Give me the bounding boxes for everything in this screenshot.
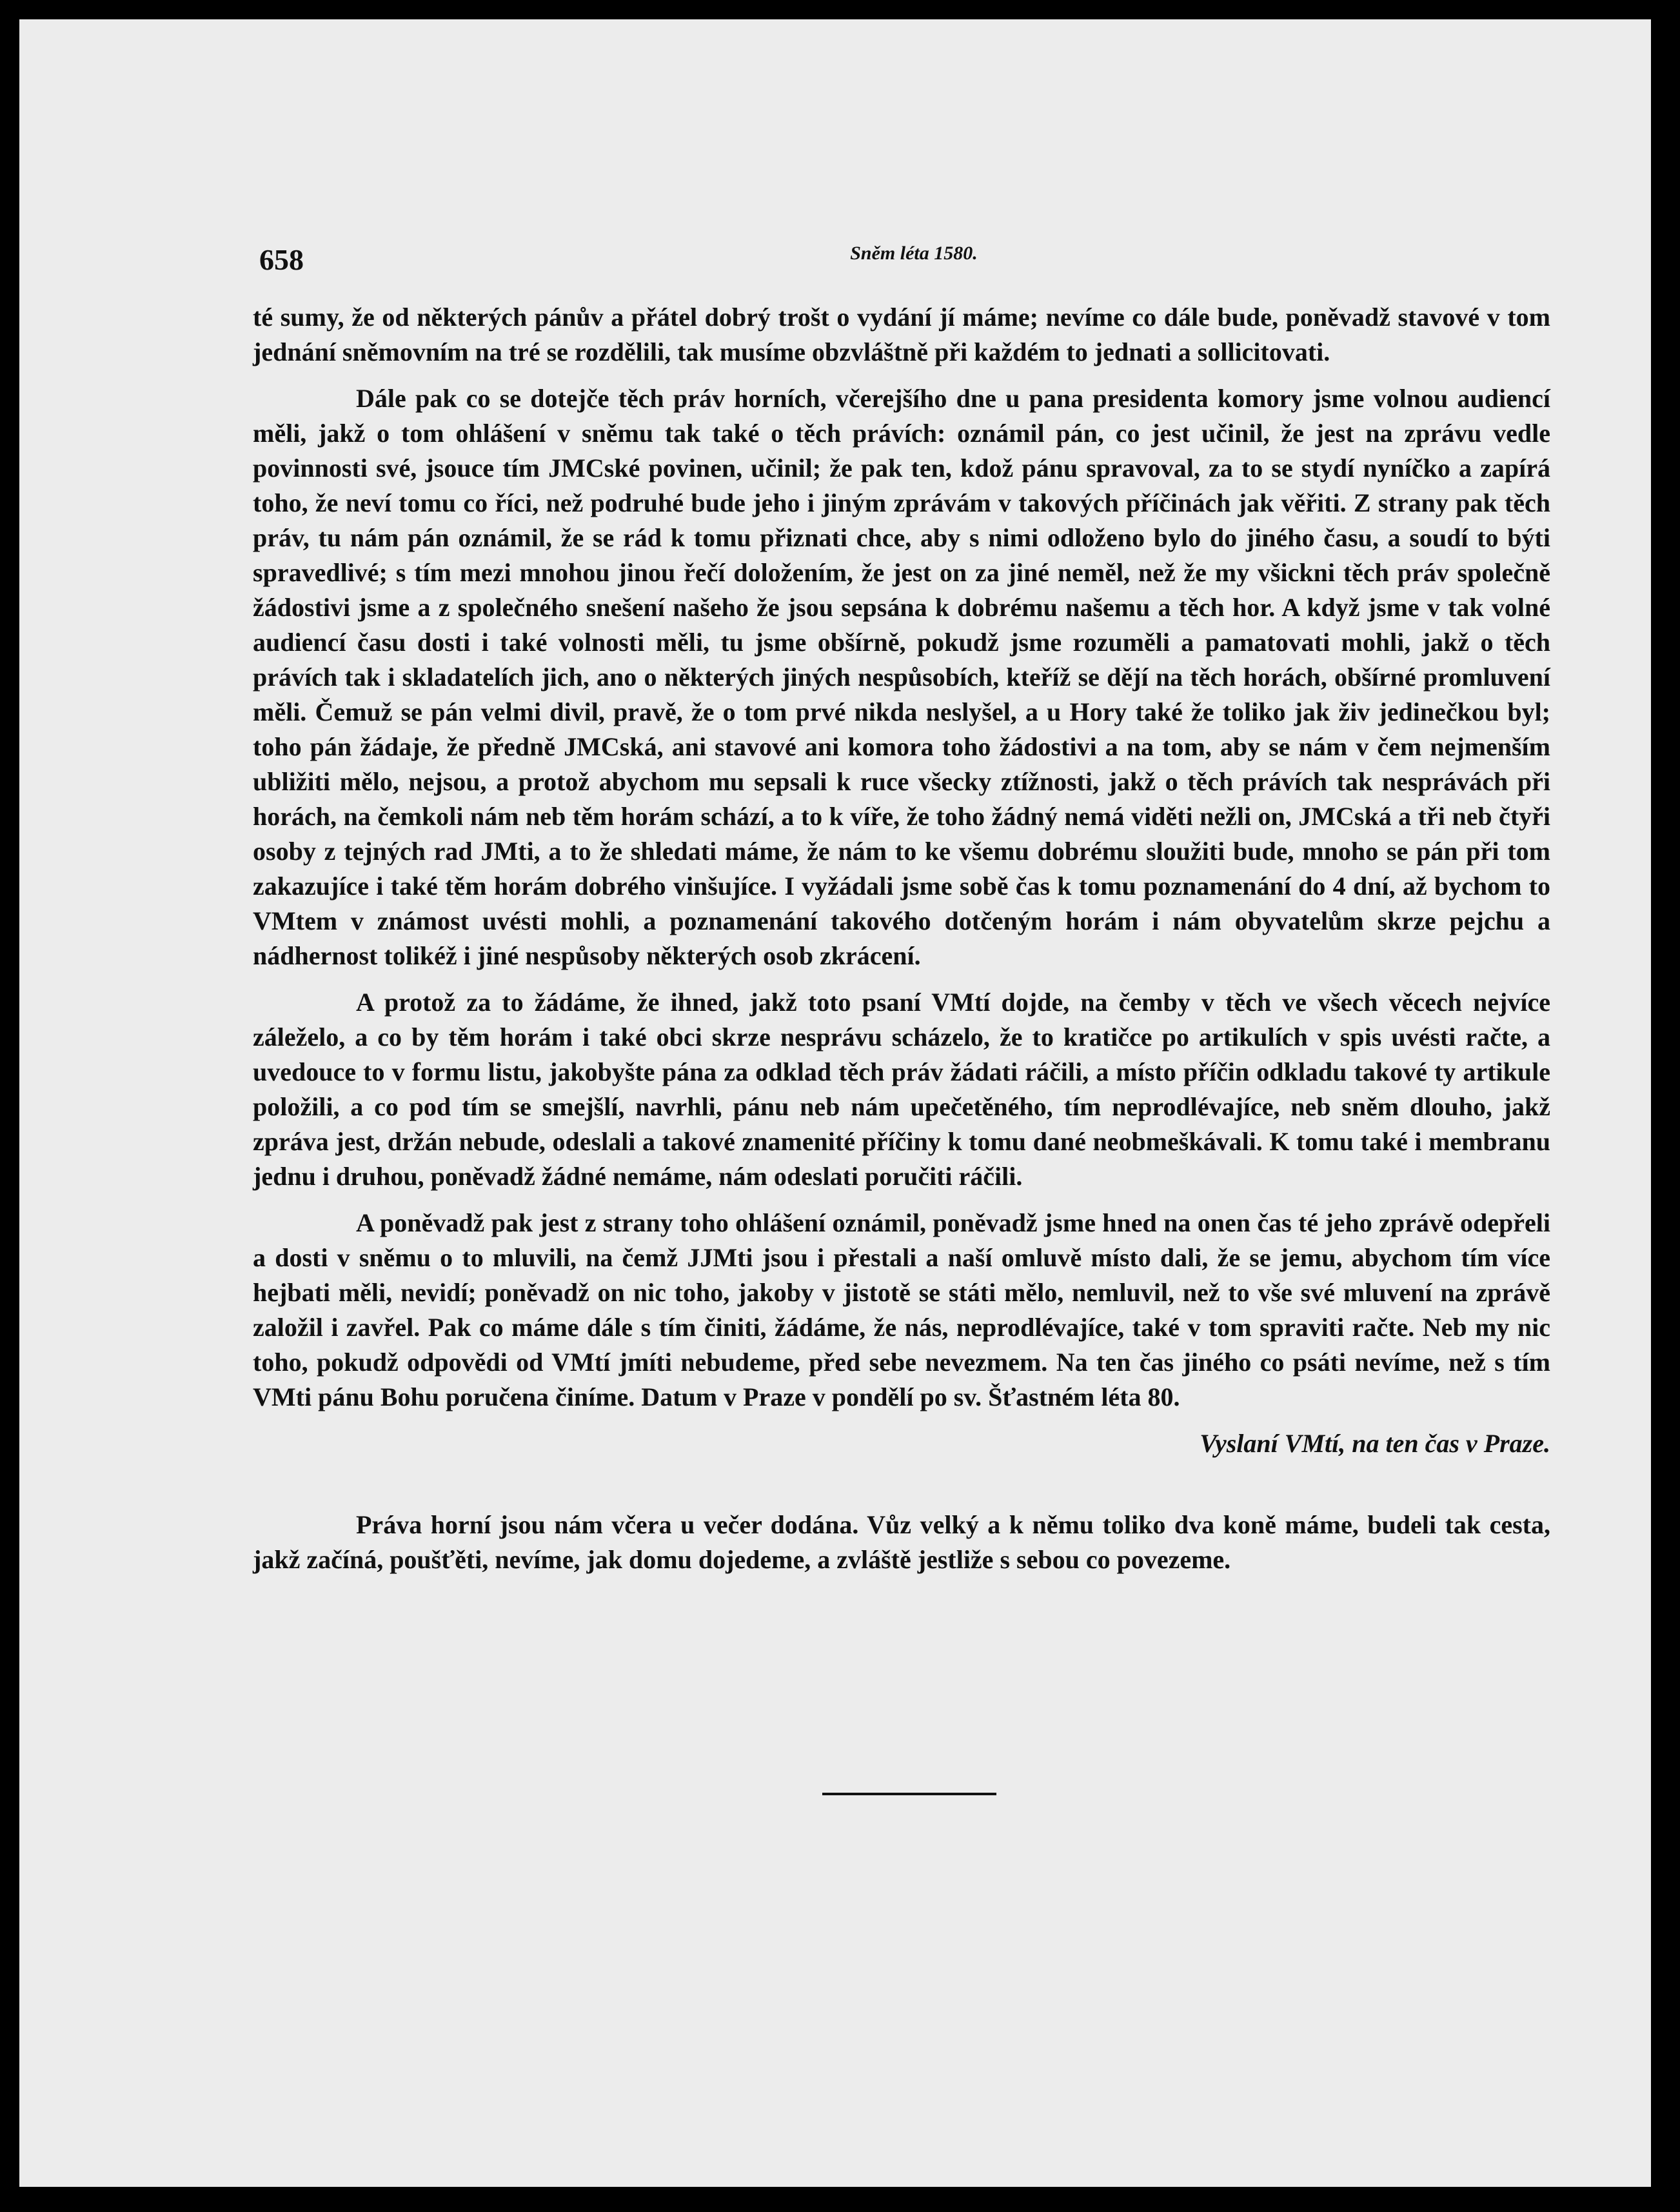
running-header (259, 239, 1568, 277)
running-title: Sněm léta 1580. (850, 243, 978, 264)
page-number: 658 (259, 243, 304, 276)
page-sheet (19, 19, 1651, 2187)
postscript-paragraph: Práva horní jsou nám včera u večer dodána. Vůz velký a k němu toliko dva koně máme, budeli tak cesta, jakž začíná, poušťěti, nevíme, jak domu dojedeme, a zvláště jestliže s sebou co povezeme. (253, 1510, 1550, 1574)
closing-rule (822, 1793, 996, 1795)
paragraph: Dále pak co se dotejče těch práv horních, včerejšího dne u pana presidenta komory jsme volnou audiencí měli, jakž o tom ohlášení v sněmu tak také o těch právích: oznámil pán, co jest učinil, že jest na zprávu vedle povinnosti své, jsouce tím JMCské povinen, učinil; že pak ten, kdož pánu spravoval, za to se stydí nyníčko a zapírá toho, že neví tomu co říci, než podruhé bude jeho i jiným zprávám v takových příčinách jak věřiti. Z strany pak těch práv, tu nám pán oznámil, že se rád k tomu přiznati chce, aby s nimi odloženo bylo do jiného času, a soudí to býti spravedlivé; s tím mezi mnohou jinou řečí doložením, že jest on za jiné neměl, než že my všickni těch práv společně žádostivi jsme a z společného snešení našeho že jsou sepsána k dobrému našemu a těch hor. A když jsme v tak volné audiencí času dosti i také volnosti měli, tu jsme obšírně, pokudž jsme rozuměli a pamatovati mohli, jakž o těch právích tak i skladatelích jich, ano o některých jiných nespůsobích, kteříž se dějí na těch horách, obšírné promluvení měli. Čemuž se pán velmi divil, pravě, že o tom prvé nikda neslyšel, a u Hory také že toliko jak živ jedinečkou byl; toho pán žádaje, že předně JMCská, ani stavové ani komora toho žádostivi a na tom, aby se nám v čem nejmenším ubližiti mělo, nejsou, a protož abychom mu sepsali k ruce všecky ztížnosti, jakž o těch právích tak nesprávách při horách, na čemkoli nám neb těm horám schází, a to k víře, že toho žádný nemá viděti nežli on, JMCská a tři neb čtyři osoby z tejných rad JMti, a to že shledati máme, že nám to ke všemu dobrému sloužiti bude, mnoho se pán při tom zakazujíce i také těm horám dobrého vinšujíce. I vyžádali jsme sobě čas k tomu poznamenání do 4 dní, až bychom to VMtem v známost uvésti mohli, a poznamenání takového dotčeným horám i nám obyvatelům skrze pejchu a nádhernost tolikéž i jiné nespůsoby některých osob zkrácení. (253, 384, 1550, 970)
paragraph: A protož za to žádáme, že ihned, jakž toto psaní VMtí dojde, na čemby v těch ve všech věcech nejvíce záleželo, a co by těm horám i také obci skrze nesprávu scházelo, že to kratičce po artikulích v spis uvésti račte, a uvedouce to v formu listu, jakobyšte pána za odklad těch práv žádati ráčili, a místo příčin odkladu takové ty artikule položili, a co pod tím se smejšlí, navrhli, pánu neb nám upečetěného, tím neprodlévajíce, neb sněm dlouho, jakž zpráva jest, držán nebude, odeslali a takové znamenité příčiny k tomu dané neobmeškávali. K tomu také i membranu jednu i druhou, poněvadž žádné nemáme, nám odeslati poručiti ráčili. (253, 988, 1550, 1191)
document-body (253, 300, 1550, 1589)
signature-line: Vyslaní VMtí, na ten čas v Praze. (1200, 1429, 1550, 1458)
paragraph: A poněvadž pak jest z strany toho ohlášení oznámil, poněvadž jsme hned na onen čas té jeho zprávě odepřeli a dosti v sněmu o to mluvili, na čemž JJMti jsou i přestali a naší omluvě místo dali, že se jemu, abychom tím více hejbati měli, nevidí; poněvadž on nic toho, jakoby v jistotě se státi mělo, nemluvil, než to vše své mluvení na zprávě založil i zavřel. Pak co máme dále s tím činiti, žádáme, že nás, neprodlévajíce, také v tom spraviti račte. Neb my nic toho, pokudž odpovědi od VMtí jmíti nebudeme, před sebe nevezmem. Na ten čas jiného co psáti nevíme, než s tím VMti pánu Bohu poručena činíme. Datum v Praze v pondělí po sv. Šťastném léta 80. (253, 1208, 1550, 1411)
paragraph-continuation: té sumy, že od některých pánův a přátel dobrý trošt o vydání jí máme; nevíme co dále bude, poněvadž stavové v tom jednání sněmovním na tré se rozdělili, tak musíme obzvláštně při každém to jednati a sollicitovati. (253, 303, 1550, 366)
